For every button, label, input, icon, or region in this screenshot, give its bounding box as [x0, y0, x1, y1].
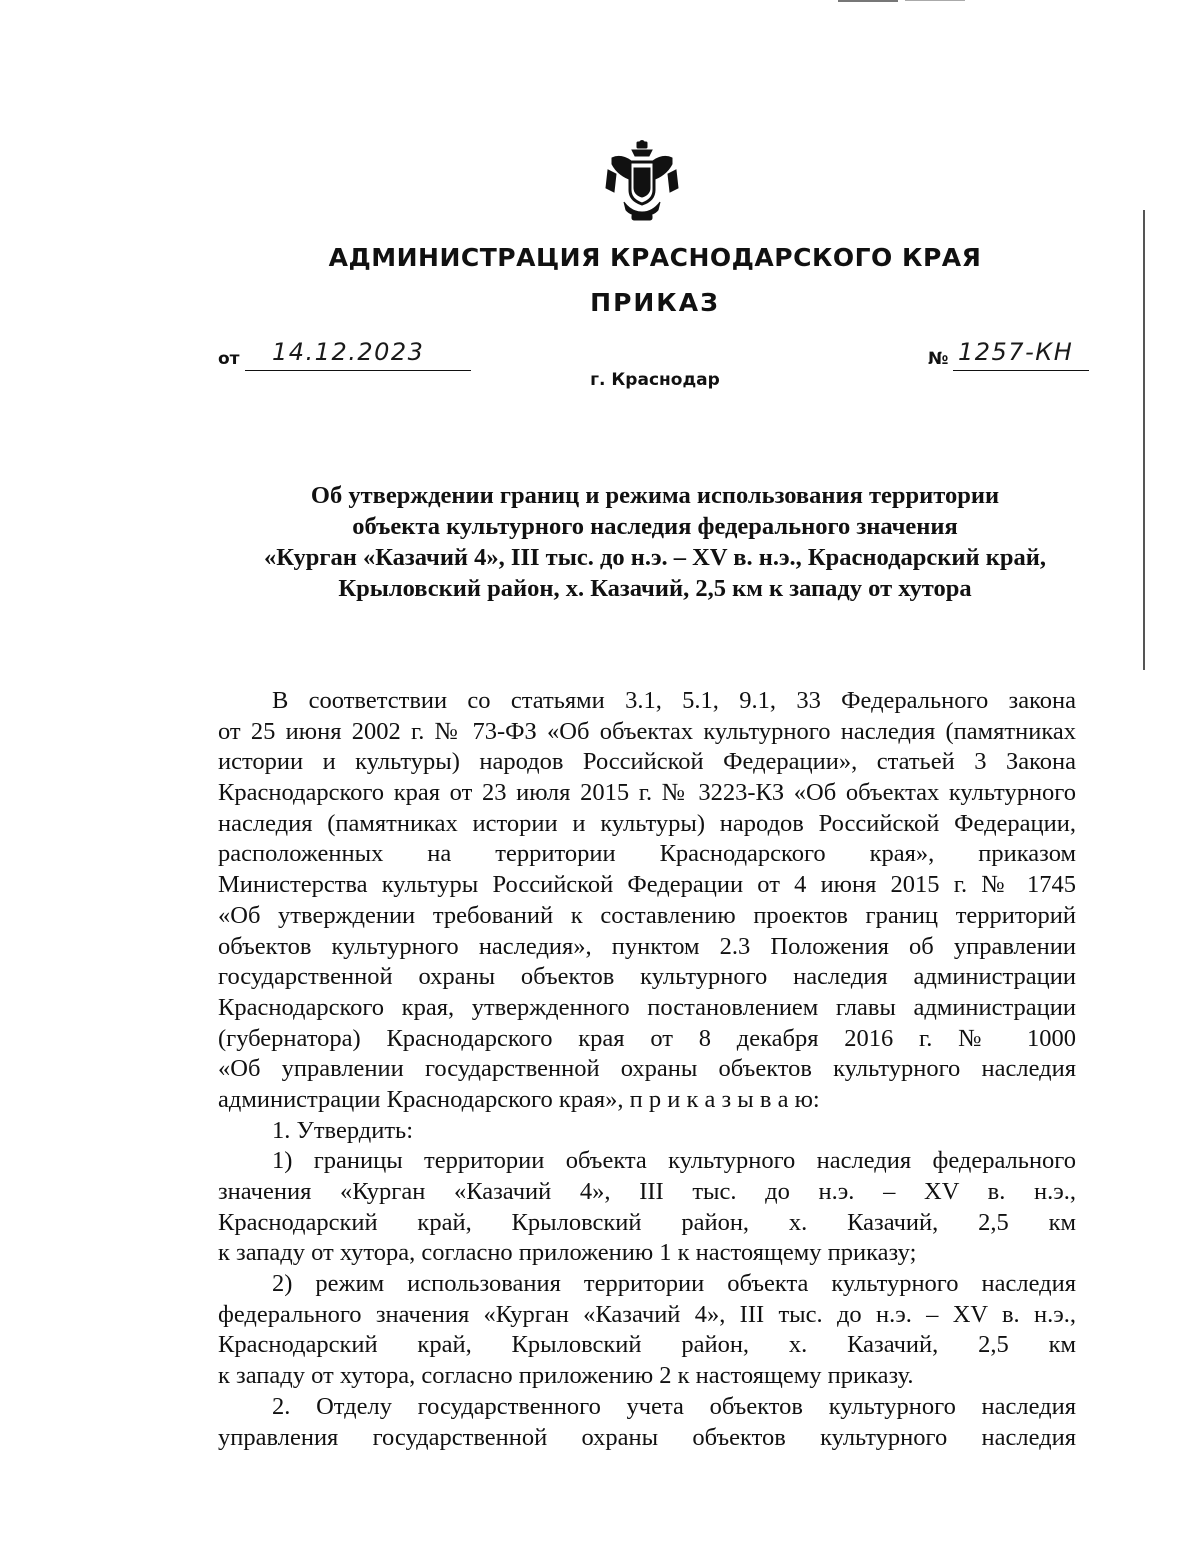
body-text-line: Краснодарского края от 23 июля 2015 г. № 3223-КЗ «Об объектах культурного	[218, 779, 1076, 807]
body-text-line: администрации Краснодарского края», п р и к а з ы в а ю:	[218, 1085, 820, 1113]
body-text-line: истории и культуры) народов Российской Федерации», статьей 3 Закона	[218, 748, 1076, 776]
date-handwritten-value: 14.12.2023	[272, 338, 425, 366]
body-text-line: (губернатора) Краснодарского края от 8 декабря 2016 г. № 1000	[218, 1024, 1076, 1052]
subject-line: Крыловский район, х. Казачий, 2,5 км к западу от хутора	[338, 575, 972, 602]
body-text-line: наследия (памятниках истории и культуры) народов Российской Федерации,	[218, 809, 1076, 837]
subject-line: «Курган «Казачий 4», III тыс. до н.э. – XV в. н.э., Краснодарский край,	[264, 544, 1046, 571]
date-label: от	[218, 349, 240, 369]
body-text-line: Министерства культуры Российской Федерации от 4 июня 2015 г. № 1745	[218, 871, 1076, 899]
city-label: г. Краснодар	[590, 370, 720, 390]
body-text-line: федерального значения «Курган «Казачий 4», III тыс. до н.э. – XV в. н.э.,	[218, 1300, 1076, 1328]
body-text-line: объектов культурного наследия», пунктом 2.3 Положения об управлении	[218, 932, 1076, 960]
body-text-line: Краснодарский край, Крыловский район, х. Казачий, 2,5 км	[218, 1208, 1076, 1236]
body-text-line: расположенных на территории Краснодарского края», приказом	[218, 840, 1076, 868]
scan-artifact	[905, 0, 965, 1]
body-text-line: управления государственной охраны объектов культурного наследия	[218, 1423, 1076, 1451]
scan-edge-line	[1143, 210, 1145, 670]
number-handwritten-value: 1257-КН	[958, 338, 1074, 366]
scan-artifact	[838, 0, 898, 2]
body-text-line: 1) границы территории объекта культурного наследия федерального	[272, 1147, 1076, 1175]
subject-line: Об утверждении границ и режима использования территории	[310, 482, 1000, 509]
number-underline	[953, 370, 1089, 371]
body-text-line: к западу от хутора, согласно приложению 2 к настоящему приказу.	[218, 1362, 914, 1390]
body-text-line: значения «Курган «Казачий 4», III тыс. до н.э. – XV в. н.э.,	[218, 1178, 1076, 1205]
order-body-text	[218, 686, 1076, 1453]
coat-of-arms-icon	[602, 140, 682, 222]
body-text-line: «Об управлении государственной охраны объектов культурного наследия	[218, 1055, 1076, 1083]
document-type-title: ПРИКАЗ	[590, 288, 720, 317]
subject-line: объекта культурного наследия федерального значения	[352, 513, 958, 540]
body-text-line: 2) режим использования территории объекта культурного наследия	[272, 1270, 1076, 1298]
body-text-line: Краснодарского края, утвержденного постановлением главы администрации	[218, 993, 1076, 1021]
body-text-line: 2. Отделу государственного учета объектов культурного наследия	[272, 1392, 1076, 1420]
body-text-line: Краснодарский край, Крыловский район, х. Казачий, 2,5 км	[218, 1331, 1076, 1359]
body-text-line: к западу от хутора, согласно приложению 1 к настоящему приказу;	[218, 1239, 917, 1267]
body-text-line: от 25 июня 2002 г. № 73-ФЗ «Об объектах культурного наследия (памятниках	[218, 717, 1076, 745]
body-text-line: 1. Утвердить:	[272, 1116, 414, 1144]
order-subject	[200, 480, 1110, 604]
organization-title: АДМИНИСТРАЦИЯ КРАСНОДАРСКОГО КРАЯ	[328, 243, 982, 272]
body-text-line: государственной охраны объектов культурного наследия администрации	[218, 963, 1076, 991]
body-text-line: «Об утверждении требований к составлению проектов границ территорий	[218, 901, 1076, 929]
body-text-line: В соответствии со статьями 3.1, 5.1, 9.1, 33 Федерального закона	[272, 687, 1076, 714]
number-label: №	[928, 349, 949, 369]
